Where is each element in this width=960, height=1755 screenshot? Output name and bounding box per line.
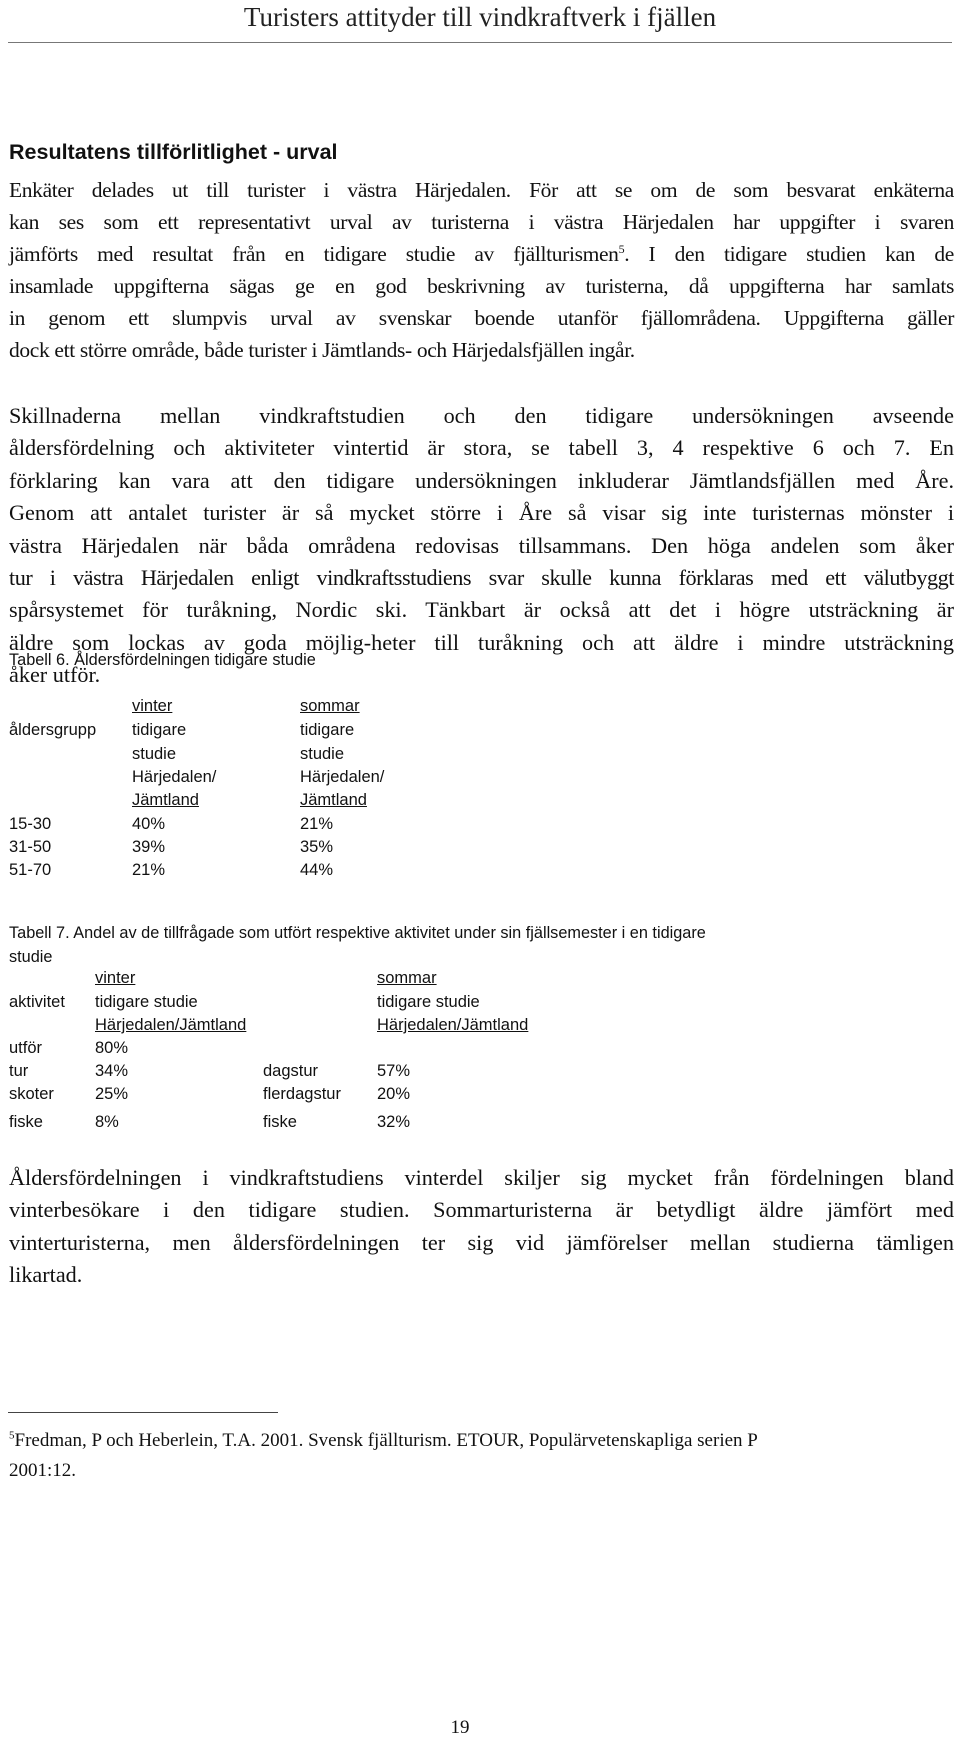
page-number: 19 xyxy=(450,1717,470,1738)
table-6-summer-header: studie xyxy=(300,745,345,763)
table-6-summer-header: sommar xyxy=(300,697,360,715)
table-7-summer-header: Härjedalen/Jämtland xyxy=(377,1016,529,1034)
paragraph-line: åldersfördelning och aktiviteter vintertid är stora, se tabell 3, 4 respektive 6 och 7. En xyxy=(9,435,954,461)
table-6-winter-value: 21% xyxy=(132,861,166,879)
table-6-caption: Tabell 6. Åldersfördelningen tidigare studie xyxy=(9,651,316,669)
table-7-summer-activity: dagstur xyxy=(263,1062,319,1080)
table-7-winter-value: 8% xyxy=(95,1113,119,1131)
paragraph-line: tur i västra Härjedalen enligt vindkraftsstudiens svar skulle kunna förklaras med ett välutbyggt xyxy=(9,565,954,591)
table-7-winter-header: Härjedalen/Jämtland xyxy=(95,1016,247,1034)
table-7-summer-header: tidigare studie xyxy=(377,993,480,1011)
footnote-marker: 5 xyxy=(9,1429,15,1442)
paragraph-line: vinterbesökare i den tidigare studien. Sommarturisterna är betydligt äldre jämfört med xyxy=(9,1197,954,1223)
table-7-winter-value: 34% xyxy=(95,1062,129,1080)
paragraph-line: jämförts med resultat från en tidigare studie av fjällturismen$^5$. I den tidigare studien kan de xyxy=(9,241,954,266)
table-7-caption: Tabell 7. Andel av de tillfrågade som utfört respektive aktivitet under sin fjällsemester i en tidigare studie xyxy=(9,924,706,966)
paragraph-line: Enkäter delades ut till turister i västra Härjedalen. För att se om de som besvarat enkäterna xyxy=(9,178,954,202)
table-6-summer-value: 21% xyxy=(300,815,334,833)
header-divider xyxy=(8,42,952,43)
paragraph-line: Åldersfördelningen i vindkraftstudiens vinterdel skiljer sig mycket från fördelningen bland xyxy=(9,1165,954,1190)
table-6-winter-value: 40% xyxy=(132,815,166,833)
paragraph-line: åker utför. xyxy=(9,662,101,688)
table-6-winter-header: Härjedalen/ xyxy=(132,768,217,786)
paragraph-line: insamlade uppgifterna sägas ge en god beskrivning av turisterna, då uppgifterna har samlats xyxy=(9,274,954,298)
footnote-reference: 5 xyxy=(618,241,625,256)
paragraph-line: kan ses som ett representativt urval av turisterna i västra Härjedalen har uppgifter i svaren xyxy=(9,210,954,234)
paragraph-line: in genom ett slumpvis urval av svenskar boende utanför fjällområdena. Uppgifterna gäller xyxy=(9,306,954,330)
paragraph-line: dock ett större område, både turister i Jämtlands- och Härjedalsfjällen ingår. xyxy=(9,338,635,362)
paragraph-sample-reliability xyxy=(9,174,954,366)
table-7-row-header: aktivitet xyxy=(9,993,65,1011)
table-6-summer-value: 35% xyxy=(300,838,334,856)
table-6-age-group: 51-70 xyxy=(9,861,52,879)
table-6-summer-value: 44% xyxy=(300,861,334,879)
paragraph-differences xyxy=(9,400,954,692)
table-7-winter-activity: fiske xyxy=(9,1113,43,1131)
table-7-summer-value: 32% xyxy=(377,1113,411,1131)
table-7-winter-activity: utför xyxy=(9,1039,43,1057)
paragraph-line: likartad. xyxy=(9,1262,83,1288)
table-7-winter-value: 80% xyxy=(95,1039,129,1057)
table-6-summer-header: tidigare xyxy=(300,721,355,739)
table-6-age-group: 15-30 xyxy=(9,815,52,833)
table-6-summer-header: Jämtland xyxy=(300,791,367,809)
table-6-winter-header: tidigare xyxy=(132,721,187,739)
section-heading: Resultatens tillförlitlighet - urval xyxy=(9,140,338,164)
table-6-winter-header: studie xyxy=(132,745,177,763)
table-6-winter-value: 39% xyxy=(132,838,166,856)
paragraph-age-distribution xyxy=(9,1162,954,1292)
running-header: Turisters attityder till vindkraftverk i fjällen xyxy=(243,2,717,32)
paragraph-line: Genom att antalet turister är så mycket större i Åre så visar sig inte turisternas mönster i xyxy=(9,500,954,526)
table-6-row-header: åldersgrupp xyxy=(9,721,97,739)
table-7-summer-activity: flerdagstur xyxy=(263,1085,341,1103)
table-7-winter-value: 25% xyxy=(95,1085,129,1103)
table-7-summer-value: 20% xyxy=(377,1085,411,1103)
paragraph-line: äldre som lockas av goda möjlig-heter till turåkning och att äldre i mindre utsträckning xyxy=(9,629,954,655)
footnote-divider xyxy=(8,1412,278,1413)
paragraph-line: spårsystemet för turåkning, Nordic ski. Tänkbart är också att det i högre utsträckning är xyxy=(9,597,954,623)
table-6-age-group: 31-50 xyxy=(9,838,52,856)
table-7-winter-activity: tur xyxy=(9,1062,29,1080)
table-7-winter-header: vinter xyxy=(95,969,136,987)
table-7-summer-value: 57% xyxy=(377,1062,411,1080)
table-7-winter-header: tidigare studie xyxy=(95,993,198,1011)
table-6-summer-header: Härjedalen/ xyxy=(300,768,385,786)
table-7-summer-header: sommar xyxy=(377,969,437,987)
table-6-winter-header: Jämtland xyxy=(132,791,199,809)
table-6-winter-header: vinter xyxy=(132,697,173,715)
paragraph-line: förklaring kan vara att den tidigare undersökningen inkluderar Jämtlandsfjällen med Åre. xyxy=(9,467,954,493)
table-7-winter-activity: skoter xyxy=(9,1085,54,1103)
table-7-summer-activity: fiske xyxy=(263,1113,297,1131)
paragraph-line: västra Härjedalen när båda områdena redovisas tillsammans. Den höga andelen som åker xyxy=(9,532,954,558)
footnote: $^5$Fredman, P och Heberlein, T.A. 2001. Svensk fjällturism. ETOUR, Populärvetenskapliga serien P 2001:12. xyxy=(9,1429,758,1481)
paragraph-line: Skillnaderna mellan vindkraftstudien och den tidigare undersökningen avseende xyxy=(9,403,954,428)
paragraph-line: vinterturisterna, men åldersfördelningen ter sig vid jämförelser mellan studierna tämligen xyxy=(9,1229,954,1255)
